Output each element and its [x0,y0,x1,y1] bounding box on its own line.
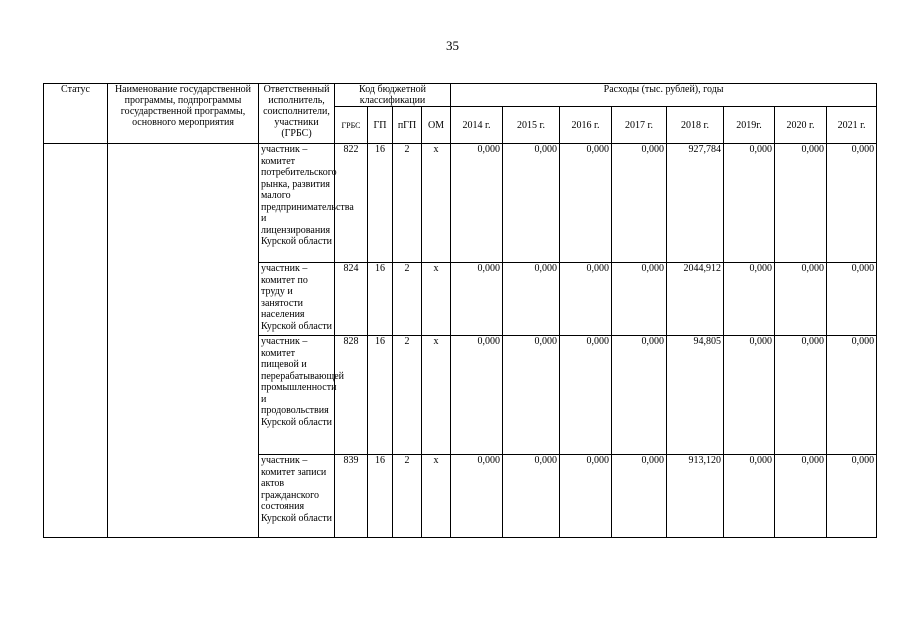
executor-cell: участник – комитет записи актов гражданского состояния Курской области [259,455,335,538]
value-cell: 0,000 [612,263,667,336]
table-row [44,144,877,263]
value-cell: 0,000 [451,455,503,538]
value-cell: 0,000 [451,336,503,455]
executor-cell: участник – комитет потребительского рынка, развития малого предпринимательства и лицензирования Курской области [259,144,335,263]
value-cell: 0,000 [503,263,560,336]
value-cell: 94,805 [667,336,724,455]
value-cell: 0,000 [724,455,775,538]
header-year: 2018 г. [667,107,724,144]
header-year: 2017 г. [612,107,667,144]
value-cell: 913,120 [667,455,724,538]
header-row-1 [44,84,877,107]
pgp-cell: 2 [393,455,422,538]
om-cell: х [422,455,451,538]
value-cell: 0,000 [724,144,775,263]
status-cell [44,144,108,538]
gp-cell: 16 [368,144,393,263]
pgp-cell: 2 [393,336,422,455]
value-cell: 0,000 [560,455,612,538]
program-name-cell [108,144,259,538]
header-expenses: Расходы (тыс. рублей), годы [451,84,877,107]
page-number: 35 [446,38,459,53]
value-cell: 0,000 [612,336,667,455]
header-gp: ГП [368,107,393,144]
value-cell: 0,000 [503,336,560,455]
om-cell: х [422,263,451,336]
executor-cell: участник – комитет по труду и занятости населения Курской области [259,263,335,336]
header-grbs: ГРБС [335,107,368,144]
header-budget-code: Код бюджетной классификации [335,84,451,107]
budget-table [43,83,877,538]
om-cell: х [422,144,451,263]
value-cell: 0,000 [503,144,560,263]
header-year: 2021 г. [827,107,877,144]
value-cell: 0,000 [827,144,877,263]
header-year: 2019г. [724,107,775,144]
grbs-cell: 828 [335,336,368,455]
value-cell: 0,000 [775,336,827,455]
header-executor: Ответственный исполнитель, соисполнители, участники (ГРБС) [259,84,335,144]
value-cell: 2044,912 [667,263,724,336]
value-cell: 0,000 [827,336,877,455]
header-year: 2016 г. [560,107,612,144]
value-cell: 0,000 [775,455,827,538]
grbs-cell: 824 [335,263,368,336]
value-cell: 0,000 [560,336,612,455]
header-year: 2015 г. [503,107,560,144]
value-cell: 0,000 [560,144,612,263]
om-cell: х [422,336,451,455]
value-cell: 0,000 [503,455,560,538]
value-cell: 927,784 [667,144,724,263]
grbs-cell: 839 [335,455,368,538]
value-cell: 0,000 [451,144,503,263]
gp-cell: 16 [368,263,393,336]
header-om: ОМ [422,107,451,144]
value-cell: 0,000 [827,455,877,538]
value-cell: 0,000 [612,144,667,263]
value-cell: 0,000 [775,144,827,263]
pgp-cell: 2 [393,263,422,336]
value-cell: 0,000 [775,263,827,336]
header-status: Статус [44,84,108,144]
gp-cell: 16 [368,336,393,455]
executor-cell: участник – комитет пищевой и перерабатывающей промышленности и продовольствия Курской области [259,336,335,455]
value-cell: 0,000 [724,263,775,336]
value-cell: 0,000 [560,263,612,336]
value-cell: 0,000 [827,263,877,336]
header-year: 2020 г. [775,107,827,144]
header-year: 2014 г. [451,107,503,144]
pgp-cell: 2 [393,144,422,263]
header-pgp: пГП [393,107,422,144]
grbs-cell: 822 [335,144,368,263]
value-cell: 0,000 [724,336,775,455]
value-cell: 0,000 [612,455,667,538]
gp-cell: 16 [368,455,393,538]
value-cell: 0,000 [451,263,503,336]
header-program-name: Наименование государственной программы, подпрограммы государственной программы, основного мероприятия [108,84,259,144]
